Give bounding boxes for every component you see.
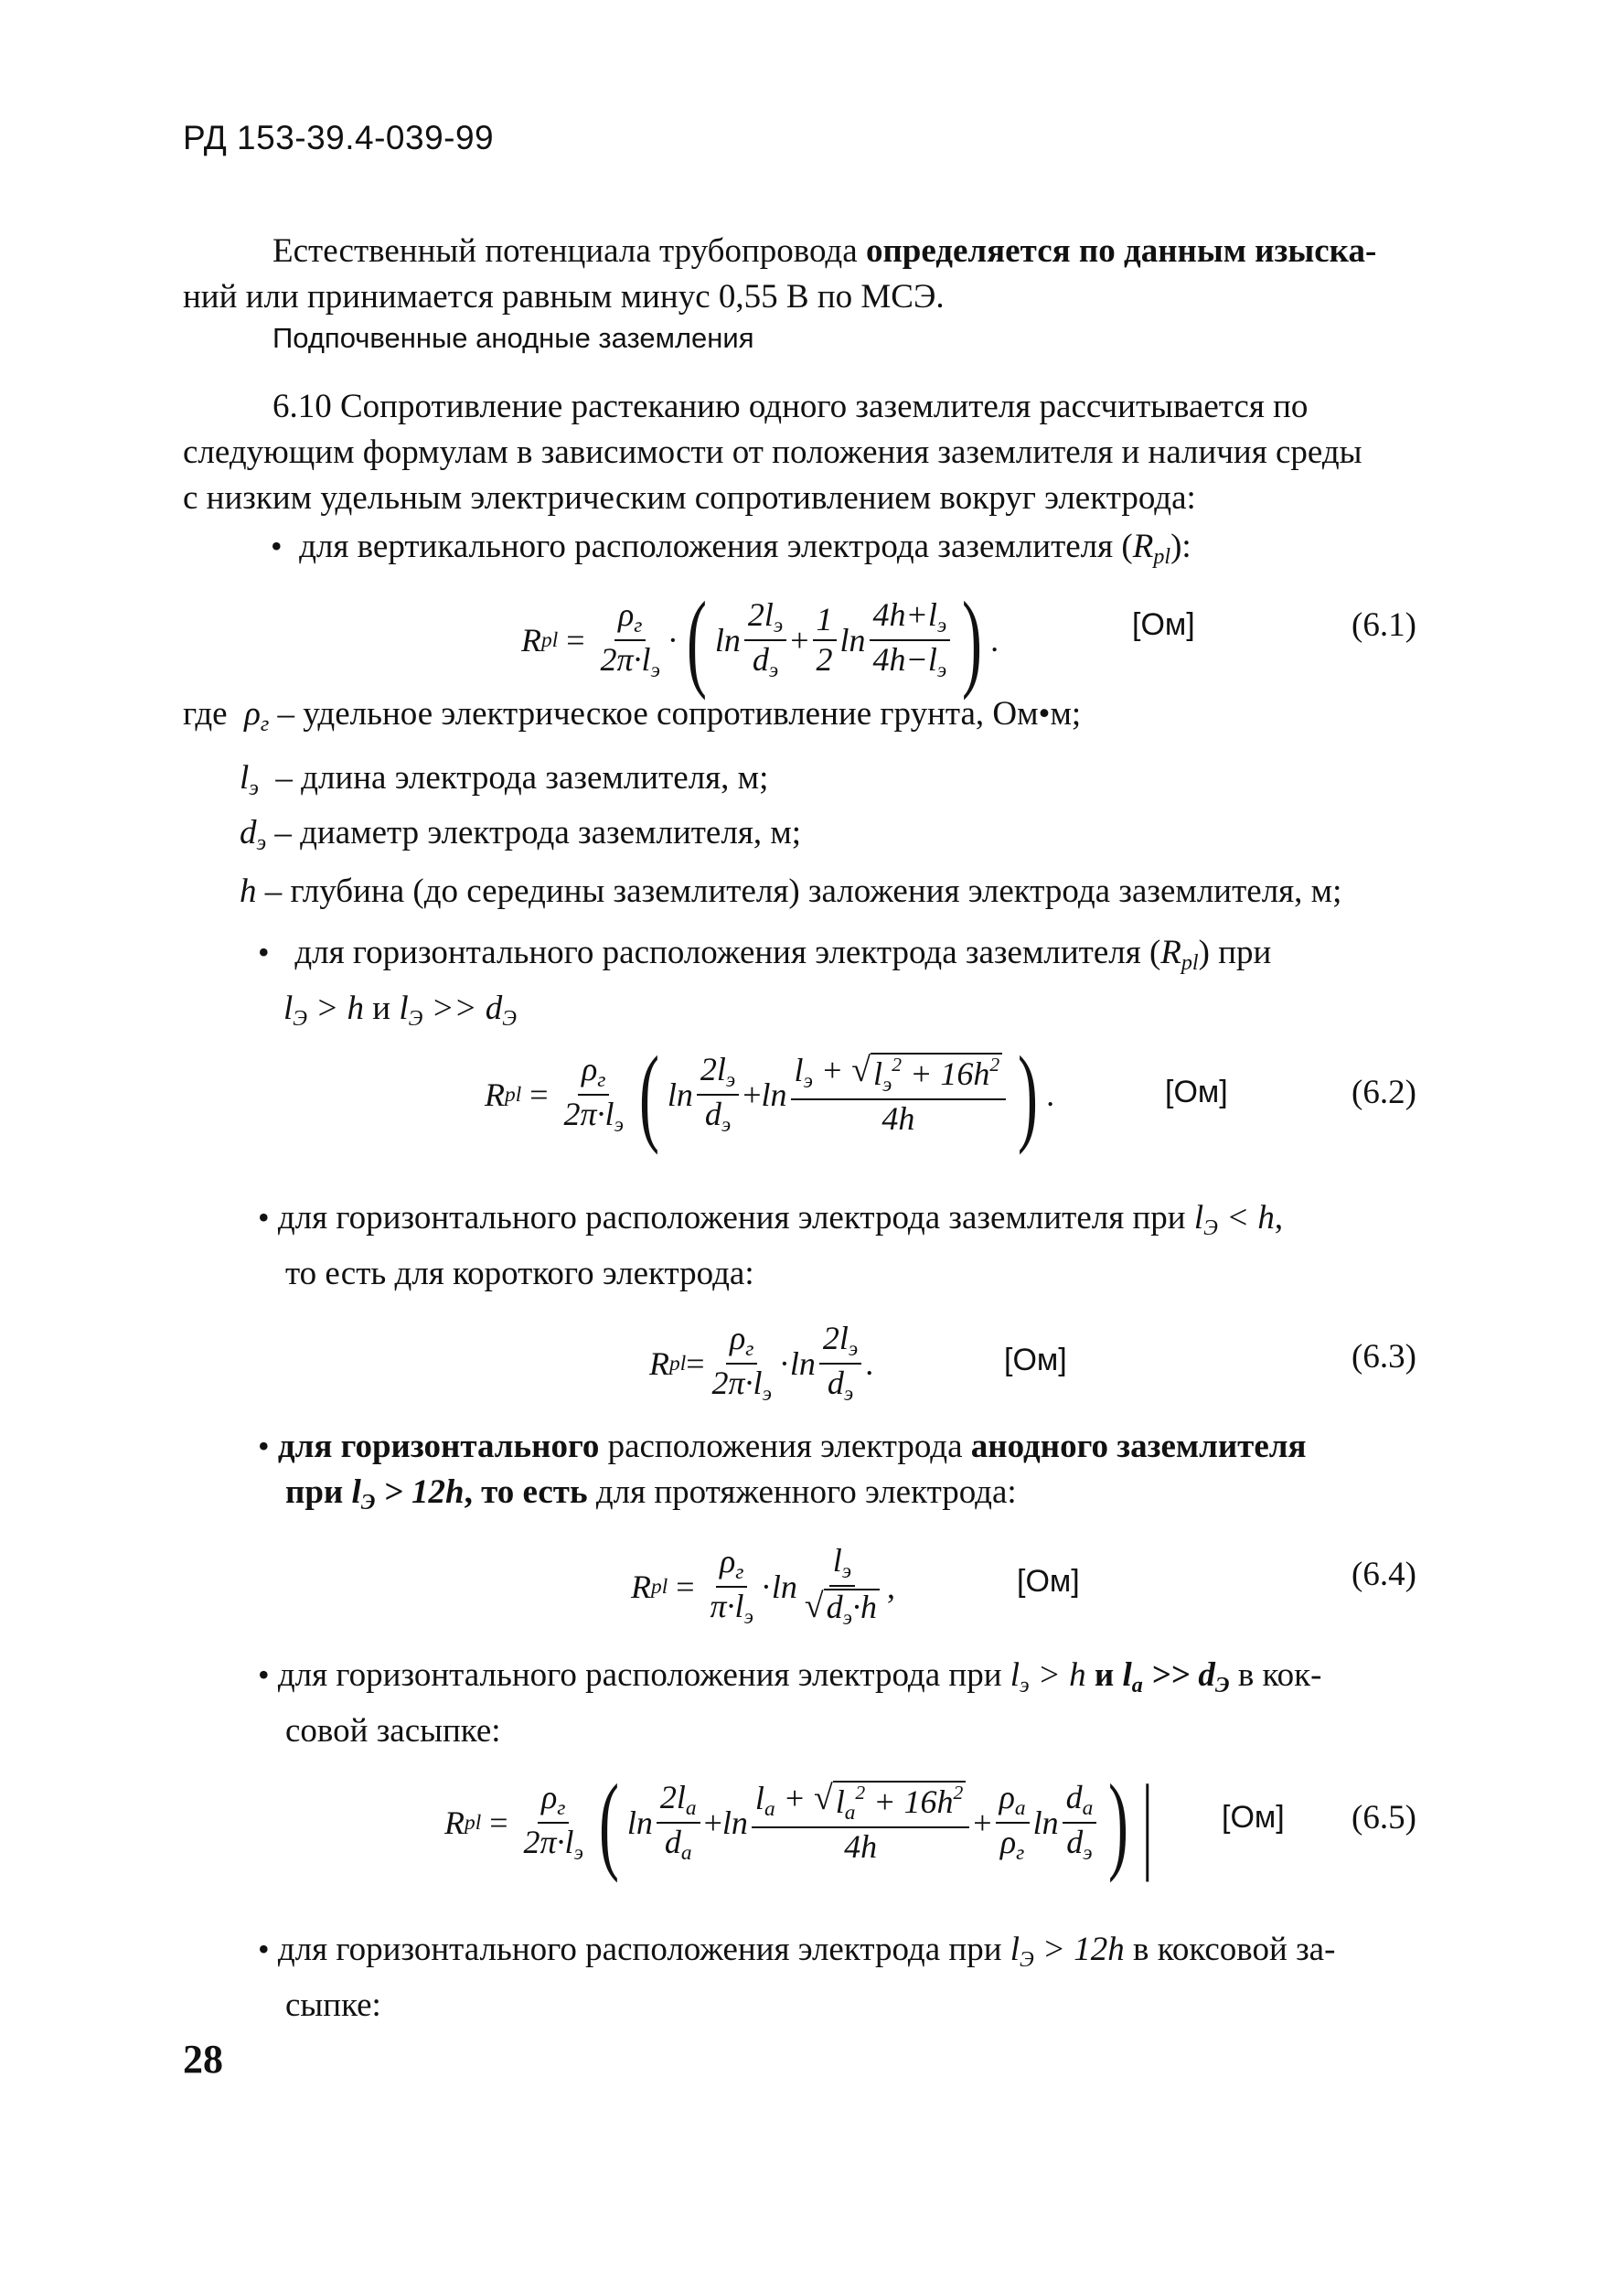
p1-text-b: ний или принимается равным минус 0,55 В по МСЭ. [183,278,945,316]
bullet4-bold2: анодного заземлителя [970,1428,1307,1465]
bullet-icon: • [258,934,270,970]
bullet-horizontal-long: • для горизонтального расположения электрода анодного заземлителя при $l_Э > 12h$, то есть для протяженного электрода: [258,1428,1307,1515]
formula-lhs-sub: pl [541,627,559,652]
formula-6-3-unit: [Ом] [1004,1343,1067,1377]
bullet1-text: для вертикального расположения электрода заземлителя ( [299,528,1133,565]
bullet1-symbol: R [1132,528,1154,565]
formula-6-2: R pl = $\frac{\rho_г}{2\pi\cdot l_э}$ ( ln $\frac{2l_э}{d_э}$ + ln $l_э$ + √ $l_э^2 + 16h^2$ 4h ) . [485,1033,1055,1155]
formula-6-1-number: (6.1) [1352,606,1416,644]
bullet3-line2: то есть для короткого электрода: [285,1255,754,1293]
p2-line3: с низким удельным электрическим сопротивлением вокруг электрода: [183,479,1196,517]
formula-6-3-number: (6.3) [1352,1338,1416,1376]
def-l-text: – длина электрода заземлителя, м; [275,759,769,797]
bullet-icon: • [258,1428,270,1464]
bullet-icon: • [258,1199,270,1236]
formula-6-4-unit: [Ом] [1017,1564,1080,1599]
bullet6-line1-end: в коксовой за- [1124,1931,1336,1968]
bullet5-and: и [1085,1656,1123,1694]
p2-line2: следующим формулам в зависимости от положения заземлителя и наличия среды [183,434,1362,471]
bullet-icon: • [271,528,283,564]
bullet4-bold4: , то есть [464,1473,588,1511]
bullet3-line1: для горизонтального расположения электрода заземлителя при [277,1199,1194,1237]
page-number: 28 [183,2037,223,2082]
formula-6-2-unit: [Ом] [1165,1075,1228,1109]
formula-6-1: R pl = $\frac{\rho_г}{2\pi\cdot l_э}$ · ( ln $\frac{2l_э}{d_э}$ + $\frac{1}{2}$ ln $\frac{4h+l_э}{4h-l_э}$ ) . [521,579,999,701]
def-d-text: – диаметр электрода заземлителя, м; [274,814,802,851]
formula-6-5-number: (6.5) [1352,1799,1416,1836]
bullet-horizontal-short: • для горизонтального расположения электрода заземлителя при $l_Э < h$, то есть для короткого электрода: [258,1194,1447,1297]
bullet-icon: • [258,1931,270,1967]
formula-6-5-unit: [Ом] [1222,1800,1285,1835]
bullet-horizontal-1: • для горизонтального расположения электрода заземлителя $(R_{pl})$ при $l_Э > h$ и $l_Э >> d_Э$ [258,934,1272,1032]
formula-lhs-sub: pl [465,1810,482,1835]
bullet5-line2: совой засыпке: [285,1712,501,1751]
bullet2-and: и [364,990,400,1028]
bullet4-line1: расположения электрода [599,1428,971,1465]
bullet4-bold3: при [285,1473,352,1511]
document-code: РД 153-39.4-039-99 [183,119,495,156]
formula-lhs: R [485,1076,505,1113]
def-h: h – глубина (до середины заземлителя) заложения электрода заземлителя, м; [240,873,1342,910]
formula-6-2-number: (6.2) [1352,1074,1416,1111]
formula-lhs-sub: pl [505,1082,522,1107]
formula-6-3: R pl = $\frac{\rho_г}{2\pi\cdot l_э}$ · ln $\frac{2l_э}{d_э}$ . [649,1320,874,1407]
formula-6-4: R pl = $\frac{\rho_г}{\pi\cdot l_э}$ · ln $l_э$ √ $d_э\cdot h$ , [631,1542,895,1631]
def-h-text: – глубина (до середины заземлителя) заложения электрода заземлителя, м; [264,873,1342,910]
formula-lhs-sub: pl [651,1574,668,1599]
bullet6-line1: для горизонтального расположения электрода при [277,1931,1010,1968]
bullet6-line2: сыпке: [285,1986,381,2025]
bullet-horizontal-coke-long: • для горизонтального расположения электрода при $l_Э > 12h$ в коксовой за- сыпке: [258,1926,1447,2029]
bullet2-line1: для горизонтального расположения электрода заземлителя ( [294,934,1161,971]
bullet1-end: ): [1170,528,1191,565]
section-title: Подпочвенные анодные заземления [272,322,754,354]
formula-lhs: R [649,1345,669,1382]
def-d: $d_э$ – диаметр электрода заземлителя, м; [240,814,802,856]
bullet-vertical [271,523,1191,580]
formula-lhs: R [521,622,541,659]
formula-6-4-number: (6.4) [1352,1556,1416,1593]
bullet-icon: • [258,1656,270,1693]
def-rho-text: – удельное электрическое сопротивление грунта, Ом•м; [277,695,1082,733]
p1-text-bold: определяется по данным изыска- [865,232,1377,270]
bullet2-line1-end: ) при [1198,934,1272,971]
bullet1-sub: pl [1153,545,1171,570]
p1-text-a: Естественный потенциала трубопровода [272,232,866,270]
def-l: $l_э$ – длина электрода заземлителя, м; [240,759,769,801]
bullet5-line1: для горизонтального расположения электрода при [277,1656,1010,1694]
bullet-horizontal-coke: • для горизонтального расположения электрода при $l_э > h$ и $l_a >> d_Э$ в кок- совой засыпке: [258,1652,1447,1754]
bullet4-line2: для протяженного электрода: [587,1473,1017,1511]
def-rho: где $\rho_г$ – удельное электрическое сопротивление грунта, Ом•м; [183,695,1082,737]
bullet4-bold1: для горизонтального [277,1428,600,1465]
formula-6-5: R pl = $\frac{\rho_г}{2\pi\cdot l_э}$ ( ln $\frac{2l_a}{d_a}$ + ln $l_a$ + √ $l_a^2 + 16h^2$ 4h + $\frac{\rho_a}{\rho_г}$ ln $\frac{d_a}{d_э}$ ) | [444,1761,1153,1883]
paragraph-natural-potential [183,229,1454,320]
formula-lhs: R [631,1569,651,1605]
p2-line1: 6.10 Сопротивление растеканию одного заземлителя рассчитывается по [272,388,1309,425]
formula-6-1-unit: [Ом] [1132,607,1195,642]
def-lead: где [183,695,228,733]
paragraph-6-10 [183,384,1454,521]
bullet5-line1-end: в кок- [1229,1656,1322,1694]
formula-lhs-sub: pl [669,1351,687,1376]
formula-lhs: R [444,1804,465,1841]
